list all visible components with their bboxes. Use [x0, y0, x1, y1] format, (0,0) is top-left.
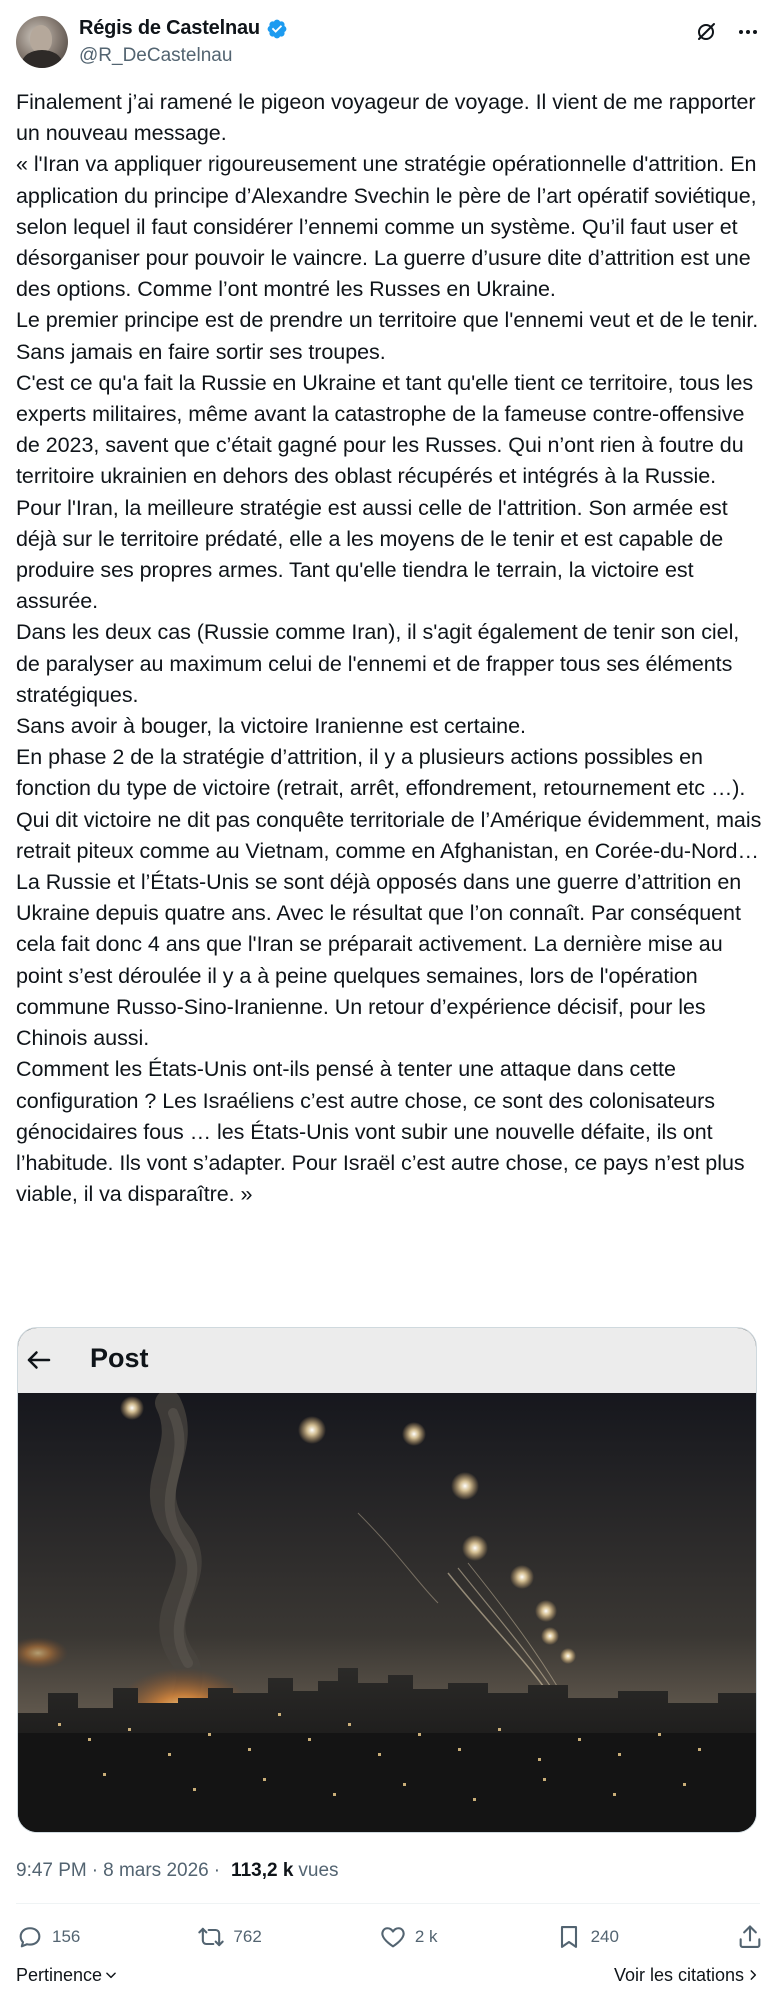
avatar-face [30, 25, 52, 53]
verified-badge-icon [266, 18, 288, 40]
meta-separator: · [91, 1860, 99, 1881]
media-screenshot-topbar [18, 1328, 756, 1393]
tweet-meta [16, 1860, 339, 1882]
more-options-icon[interactable] [736, 20, 760, 44]
meta-separator: · [213, 1860, 221, 1881]
reply-icon [16, 1923, 44, 1951]
chevron-down-icon [104, 1968, 118, 1982]
bookmark-count: 240 [590, 1927, 619, 1946]
avatar-body [22, 50, 62, 68]
tweet-text: Finalement j’ai ramené le pigeon voyageur de voyage. Il vient de me rapporter un nouveau message. « l'Iran va appliquer rigoureusement une stratégie opérationnelle d'attrition. En application du principe d’Alexandre Svechin le père de l’art opératif soviétique, selon lequel il faut considérer l’ennemi comme un système. Qu’il faut user et désorganiser pour pouvoir le vaincre. La guerre d’usure dite d’attrition est une des options. Comme l’ont montré les Russes en Ukraine. Le premier principe est de prendre un territoire que l'ennemi veut et de le tenir. Sans jamais en faire sortir ses troupes. C'est ce qu'a fait la Russie en Ukraine et tant qu'elle tient ce territoire, tous les experts militaires, même avant la catastrophe de la fameuse contre-offensive de 2023, savent que c’était gagné pour les Russes. Qui n’ont rien à foutre du territoire ukrainien en dehors des oblast récupérés et intégrés à la Russie. Pour l'Iran, la meilleure stratégie est aussi celle de l'attrition. Son armée est déjà sur le territoire prédaté, elle a les moyens de le tenir et est capable de produire ses propres armes. Tant qu'elle tiendra le terrain, la victoire est assurée. Dans les deux cas (Russie comme Iran), il s'agit également de tenir son ciel, de paralyser au maximum celui de l'ennemi et de frapper tous ses éléments stratégiques. Sans avoir à bouger, la victoire Iranienne est certaine. En phase 2 de la stratégie d’attrition, il y a plusieurs actions possibles en fonction du type de victoire (retrait, arrêt, effondrement, retournement etc …). Qui dit victoire ne dit pas conquête territoriale de l’Amérique évidemment, mais retrait piteux comme au Vietnam, comme en Afghanistan, en Corée-du-Nord… La Russie et l’États-Unis se sont déjà opposés dans une guerre d’attrition en Ukraine depuis quatre ans. Avec le résultat que l’on connaît. Par conséquent cela fait donc 4 ans que l'Iran se préparait activement. La dernière mise au point s’est déroulée il y a à peine quelques semaines, lors de l'opération commune Russo-Sino-Iranienne. Un retour d’expérience décisif, pour les Chinois aussi. Comment les États-Unis ont-ils pensé à tenter une attaque dans cette configuration ? Les Israéliens c’est autre chose, ce sont des colonisateurs génocidaires fous … les États-Unis vont subir une nouvelle défaite, ils ont l’habitude. Ils vont s’adapter. Pour Israël c’est autre chose, ce pays n’est plus viable, il va disparaître. » [16, 90, 762, 1207]
name-row [79, 17, 288, 40]
author-name-block [79, 17, 288, 67]
media-screenshot-title: Post [90, 1343, 149, 1373]
view-quotes-label: Voir les citations [613, 1964, 744, 1985]
views-count: 113,2 k [231, 1860, 294, 1881]
views-label: vues [298, 1860, 339, 1881]
tweet-time[interactable]: 9:47 PM [16, 1860, 87, 1881]
sort-dropdown[interactable] [16, 1965, 118, 1986]
tweet-date[interactable]: 8 mars 2026 [103, 1860, 209, 1881]
tweet-footer [16, 1960, 760, 1990]
author-handle[interactable]: @R_DeCastelnau [79, 45, 233, 66]
like-button[interactable] [379, 1923, 438, 1951]
divider [16, 1903, 760, 1904]
repost-icon [197, 1923, 225, 1951]
chevron-right-icon [746, 1968, 760, 1982]
action-bar [16, 1917, 764, 1957]
reply-button[interactable] [16, 1923, 80, 1951]
bookmark-icon [555, 1923, 583, 1951]
night-city-missiles-photo [18, 1393, 757, 1833]
tweet-header [16, 16, 760, 68]
sort-label: Pertinence [16, 1964, 103, 1985]
grok-icon[interactable] [694, 20, 718, 44]
repost-button[interactable] [197, 1923, 261, 1951]
like-count: 2 k [414, 1927, 438, 1946]
bookmark-button[interactable] [555, 1923, 619, 1951]
author-avatar[interactable] [16, 16, 68, 68]
share-button[interactable] [736, 1923, 764, 1951]
arrow-left-icon [24, 1345, 54, 1375]
view-quotes-link[interactable] [614, 1965, 760, 1986]
reply-count: 156 [52, 1927, 81, 1946]
heart-icon [379, 1923, 407, 1951]
quoted-media-card[interactable] [17, 1327, 757, 1833]
repost-count: 762 [233, 1927, 262, 1946]
header-actions [694, 20, 760, 44]
share-icon [736, 1923, 764, 1951]
author-display-name[interactable]: Régis de Castelnau [79, 17, 260, 39]
